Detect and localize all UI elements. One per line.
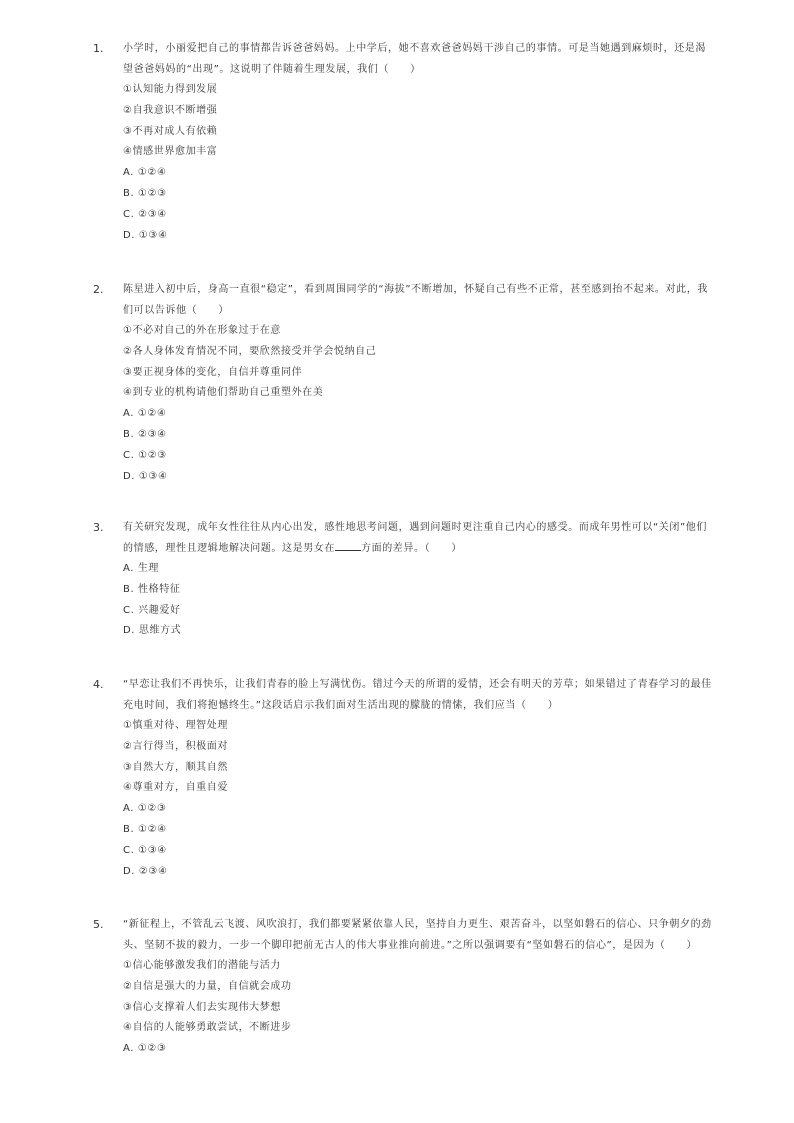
stem-text-before-blank: 有关研究发现，成年女性往往从内心出发，感性地思考问题，遇到问题时更注重自己内心的感受。而成年男性可以“关闭”他们的情感，理性且逻辑地解决问题。这是男女在 xyxy=(123,522,707,554)
fill-in-blank xyxy=(335,540,361,551)
answer-option[interactable]: A. ①②③ xyxy=(123,803,167,815)
question-body xyxy=(123,914,713,1060)
answer-option[interactable]: D. ①③④ xyxy=(123,470,168,482)
statement-item: ①不必对自己的外在形象过于在意 xyxy=(123,325,281,336)
statement-item: ④情感世界愈加丰富 xyxy=(123,146,218,158)
question-number: 5. xyxy=(93,918,104,931)
question-body xyxy=(123,674,713,882)
statement-item: ③要正视身体的变化，自信并尊重同伴 xyxy=(123,366,303,378)
statement-item: ②各人身体发育情况不同，要欣然接受并学会悦纳自己 xyxy=(123,345,377,357)
statement-item: ④尊重对方，自重自爱 xyxy=(123,782,228,794)
answer-option[interactable]: D. ①③④ xyxy=(123,229,168,241)
question-number: 4. xyxy=(93,678,104,691)
answer-option[interactable]: C. ②③④ xyxy=(123,208,167,220)
statement-item: ①认知能力得到发展 xyxy=(123,84,218,95)
answer-option[interactable]: C. ①②③ xyxy=(123,449,167,461)
question-number: 1. xyxy=(93,42,104,55)
answer-option[interactable]: B. ②③④ xyxy=(123,428,167,440)
statement-item: ①慎重对待、理智处理 xyxy=(123,720,228,731)
statement-item: ②言行得当，积极面对 xyxy=(123,740,228,752)
statement-item: ③自然大方，顺其自然 xyxy=(123,761,228,773)
answer-option[interactable]: A. 生理 xyxy=(123,563,160,574)
answer-option[interactable]: A. ①②④ xyxy=(123,408,167,420)
statement-item: ③信心支撑着人们去实现伟大梦想 xyxy=(123,1001,281,1013)
statement-item: ④到专业的机构请他们帮助自己重塑外在美 xyxy=(123,387,324,399)
question-stem: 小学时，小丽爱把自己的事情都告诉爸爸妈妈。上中学后，她不喜欢爸爸妈妈干涉自己的事情。可是当她遇到麻烦时，还是渴望爸爸妈妈的“出现”。这说明了伴随着生理发展，我们（ ） xyxy=(123,43,706,75)
statement-item: ③不再对成人有依赖 xyxy=(123,125,218,137)
statement-item: ①信心能够激发我们的潜能与活力 xyxy=(123,960,281,971)
answer-option[interactable]: C. ①③④ xyxy=(123,844,167,856)
statement-item: ④自信的人能够勇敢尝试，不断进步 xyxy=(123,1022,292,1034)
statement-item: ②自信是强大的力量，自信就会成功 xyxy=(123,980,292,992)
answer-option[interactable]: D. ②③④ xyxy=(123,865,168,877)
question-number: 2. xyxy=(93,283,104,296)
question-stem xyxy=(123,517,713,559)
question-body xyxy=(123,517,713,642)
answer-option[interactable]: B. ①②④ xyxy=(123,823,167,835)
question-number: 3. xyxy=(93,521,104,534)
answer-option[interactable]: D. 思维方式 xyxy=(123,625,182,637)
question-body xyxy=(123,279,713,487)
answer-option[interactable]: A. ①②④ xyxy=(123,167,167,179)
answer-option[interactable]: B. 性格特征 xyxy=(123,583,181,595)
answer-option[interactable]: B. ①②③ xyxy=(123,187,167,199)
answer-option[interactable]: A. ①②③ xyxy=(123,1043,167,1055)
question-body xyxy=(123,38,713,246)
question-stem: 陈星进入初中后，身高一直很“稳定”，看到周围同学的“海拔”不断增加，怀疑自己有些不正常，甚至感到抬不起来。对此，我们可以告诉他（ ） xyxy=(123,284,708,316)
stem-text-after-blank: 方面的差异。（ ） xyxy=(361,543,462,554)
statement-item: ②自我意识不断增强 xyxy=(123,104,218,116)
question-stem: “新征程上，不管乱云飞渡、风吹浪打，我们都要紧紧依靠人民，坚持自力更生、艰苦奋斗，以坚如磐石的信心、只争朝夕的劲头、坚韧不拔的毅力，一步一个脚印把前无古人的伟大事业推向前进。”之所以强调要有“坚如磐石的信心”，是因为（ ） xyxy=(123,919,712,951)
question-stem: “早恋让我们不再快乐，让我们青春的脸上写满忧伤。错过今天的所谓的爱情，还会有明天的芳草；如果错过了青春学习的最佳充电时间，我们将抱憾终生。”这段话启示我们面对生活出现的朦胧的情愫，我们应当（ ） xyxy=(123,679,712,711)
answer-option[interactable]: C. 兴趣爱好 xyxy=(123,604,181,616)
